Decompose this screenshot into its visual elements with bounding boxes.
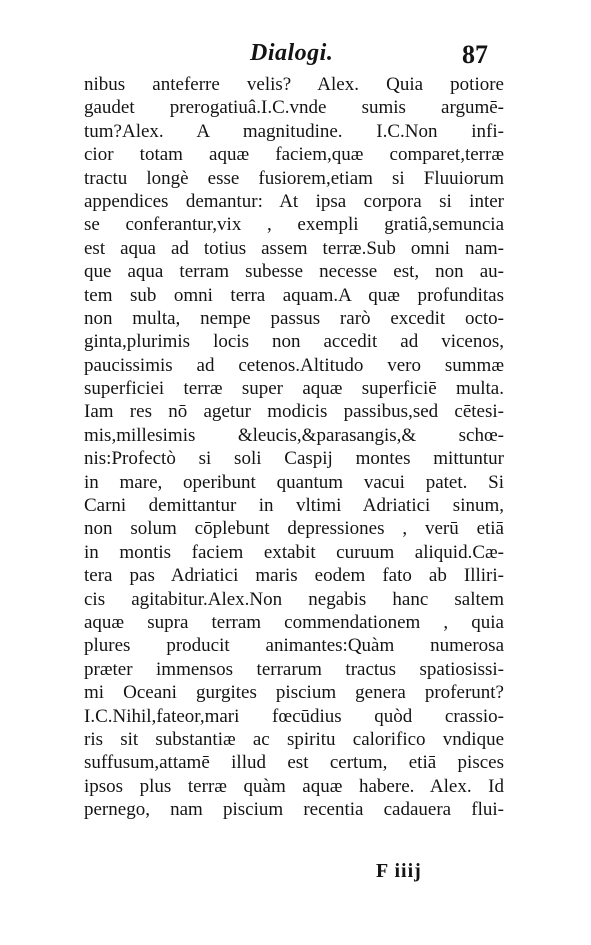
text-line: gaudet prerogatiuâ.I.C.vnde sumis argumē- — [84, 97, 504, 119]
signature-mark: F iiij — [376, 860, 422, 882]
text-line: non solum cōplebunt depressiones , verū etiā — [84, 518, 504, 540]
text-line: non multa, nempe passus rarò excedit octo- — [84, 307, 504, 329]
page-number: 87 — [462, 40, 488, 69]
text-line: superficiei terræ super aquæ superficiē multa. — [84, 378, 504, 400]
text-line: ipsos plus terræ quàm aquæ habere. Alex. Id — [84, 775, 504, 797]
text-line: est aqua ad totius assem terræ.Sub omni nam- — [84, 237, 504, 259]
text-line: se conferantur,vix , exempli gratiâ,semuncia — [84, 214, 504, 236]
text-line: tractu longè esse fusiorem,etiam si Fluuiorum — [84, 167, 504, 189]
text-line: præter immensos terrarum tractus spatiosissi- — [84, 658, 504, 680]
body-text — [84, 73, 504, 822]
text-line: in mare, operibunt quantum vacui patet. Si — [84, 471, 504, 493]
text-line: plures producit animantes:Quàm numerosa — [84, 635, 504, 657]
text-line: cior totam aquæ faciem,quæ comparet,terræ — [84, 144, 504, 166]
text-line: aquæ supra terram commendationem , quia — [84, 611, 504, 633]
text-line: Iam res nō agetur modicis passibus,sed cētesi- — [84, 401, 504, 423]
text-line: Carni demittantur in vltimi Adriatici sinum, — [84, 495, 504, 517]
text-line: suffusum,attamē illud est certum, etiā pisces — [84, 752, 504, 774]
text-line: paucissimis ad cetenos.Altitudo vero summæ — [84, 354, 504, 376]
text-line: ginta,plurimis locis non accedit ad vicenos, — [84, 331, 504, 353]
text-line: nibus anteferre velis? Alex. Quia potiore — [84, 74, 504, 95]
text-line: in montis faciem extabit curuum aliquid.Cæ- — [84, 541, 504, 563]
text-line: ris sit substantiæ ac spiritu calorifico vndique — [84, 728, 504, 750]
text-line: mi Oceani gurgites piscium genera proferunt? — [84, 682, 504, 704]
header-title: Dialogi. — [250, 40, 334, 66]
text-line: tera pas Adriatici maris eodem fato ab Illiri- — [84, 565, 504, 587]
text-line: mis,millesimis &leucis,&parasangis,& schœ- — [84, 424, 504, 446]
text-line: appendices demantur: At ipsa corpora si inter — [84, 190, 504, 212]
text-line: pernego, nam piscium recentia cadauera flui- — [84, 799, 504, 821]
text-line: tum?Alex. A magnitudine. I.C.Non infi- — [84, 120, 504, 142]
text-line: cis agitabitur.Alex.Non negabis hanc saltem — [84, 588, 504, 610]
text-line: I.C.Nihil,fateor,mari fœcūdius quòd crassio- — [84, 705, 504, 727]
text-line: que aqua terram subesse necesse est, non au- — [84, 261, 504, 283]
running-head — [0, 40, 591, 76]
text-line: tem sub omni terra aquam.A quæ profunditas — [84, 284, 504, 306]
text-line: nis:Profectò si soli Caspij montes mittuntur — [84, 448, 504, 470]
